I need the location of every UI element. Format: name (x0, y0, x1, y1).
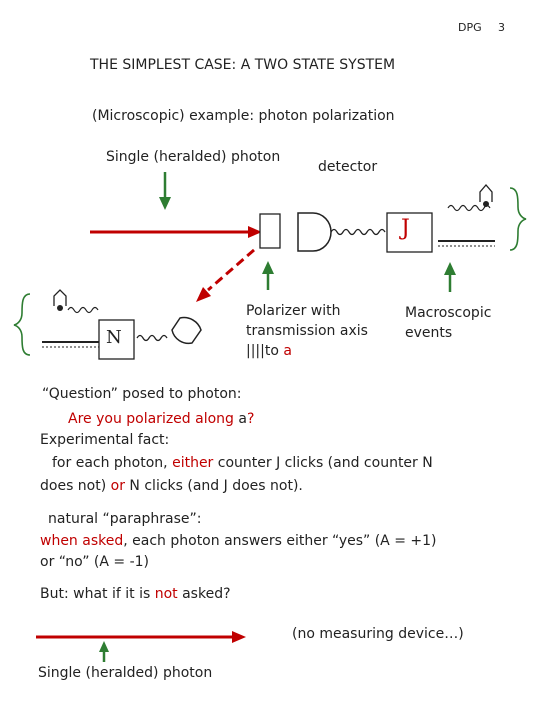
pointer-n-ball (57, 305, 63, 311)
free-photon-arrow-head (99, 641, 109, 652)
pointer-j-icon (480, 185, 492, 202)
fact-line1-b: either (172, 455, 214, 471)
wire-j (331, 230, 385, 235)
wire-n (137, 336, 167, 341)
paraphrase-line2: or “no” (A = -1) (40, 554, 149, 570)
question-text-suffix: ? (246, 411, 255, 427)
question2-not: not (154, 586, 178, 602)
paraphrase-line1-b: , each photon answers either “yes” (A = +1) (123, 533, 437, 549)
paraphrase-line1 (40, 532, 436, 550)
fact-line1-c: counter J clicks (and counter N (213, 455, 433, 471)
question2-prefix: But: what if it is (40, 586, 155, 602)
pointer-n-icon (54, 290, 66, 306)
fact-line2-b: or (110, 478, 125, 494)
detector-n-shape (172, 318, 201, 344)
question2-suffix: asked? (177, 586, 231, 602)
polarizer-axis-prefix: ||||to (246, 343, 284, 359)
question-text-prefix: Are you polarized along (68, 411, 239, 427)
polarizer-label-line1: Polarizer with (246, 303, 341, 319)
brace-left (14, 294, 30, 355)
polarizer-axis-var: a (283, 343, 292, 359)
question-intro: “Question” posed to photon: (42, 386, 242, 402)
page-number: 3 (498, 21, 505, 34)
deflected-beam-line (208, 250, 254, 290)
paraphrase-line1-a: when asked (40, 533, 124, 549)
macro-label-line1: Macroscopic (405, 305, 492, 321)
wire-j-pointer (448, 206, 490, 211)
question2 (40, 585, 231, 603)
detector-j-shape (298, 213, 331, 251)
brace-right (510, 188, 526, 250)
polarizer-axis-label (246, 342, 292, 360)
fact-line2 (40, 477, 303, 495)
counter-n-label: N (106, 327, 122, 348)
photon-arrow-head (159, 197, 171, 210)
header-label: DPG (458, 21, 482, 34)
question-text (68, 410, 254, 428)
bottom-photon-label: Single (heralded) photon (38, 665, 213, 681)
fact-line1 (52, 454, 433, 472)
fact-line2-c: N clicks (and J does not). (124, 478, 303, 494)
fact-line2-a: does not) (40, 478, 111, 494)
wire-n-pointer (68, 308, 98, 313)
counter-j-label: J (401, 216, 410, 241)
polarizer-label-line2: transmission axis (246, 323, 368, 339)
free-photon-arrowhead (232, 631, 246, 643)
detector-label: detector (318, 159, 378, 175)
fact-heading: Experimental fact: (40, 432, 170, 448)
macro-label-line2: events (405, 325, 453, 341)
pointer-j-ball (483, 201, 489, 207)
polarizer-box (260, 214, 280, 248)
paraphrase-heading: natural “paraphrase”: (48, 511, 202, 527)
subtitle: (Microscopic) example: photon polarization (92, 108, 395, 124)
page-title: THE SIMPLEST CASE: A TWO STATE SYSTEM (90, 57, 396, 73)
photon-label: Single (heralded) photon (106, 149, 281, 165)
question-text-var: a (238, 411, 247, 427)
fact-line1-a: for each photon, (52, 455, 173, 471)
no-device-label: (no measuring device…) (292, 626, 464, 642)
